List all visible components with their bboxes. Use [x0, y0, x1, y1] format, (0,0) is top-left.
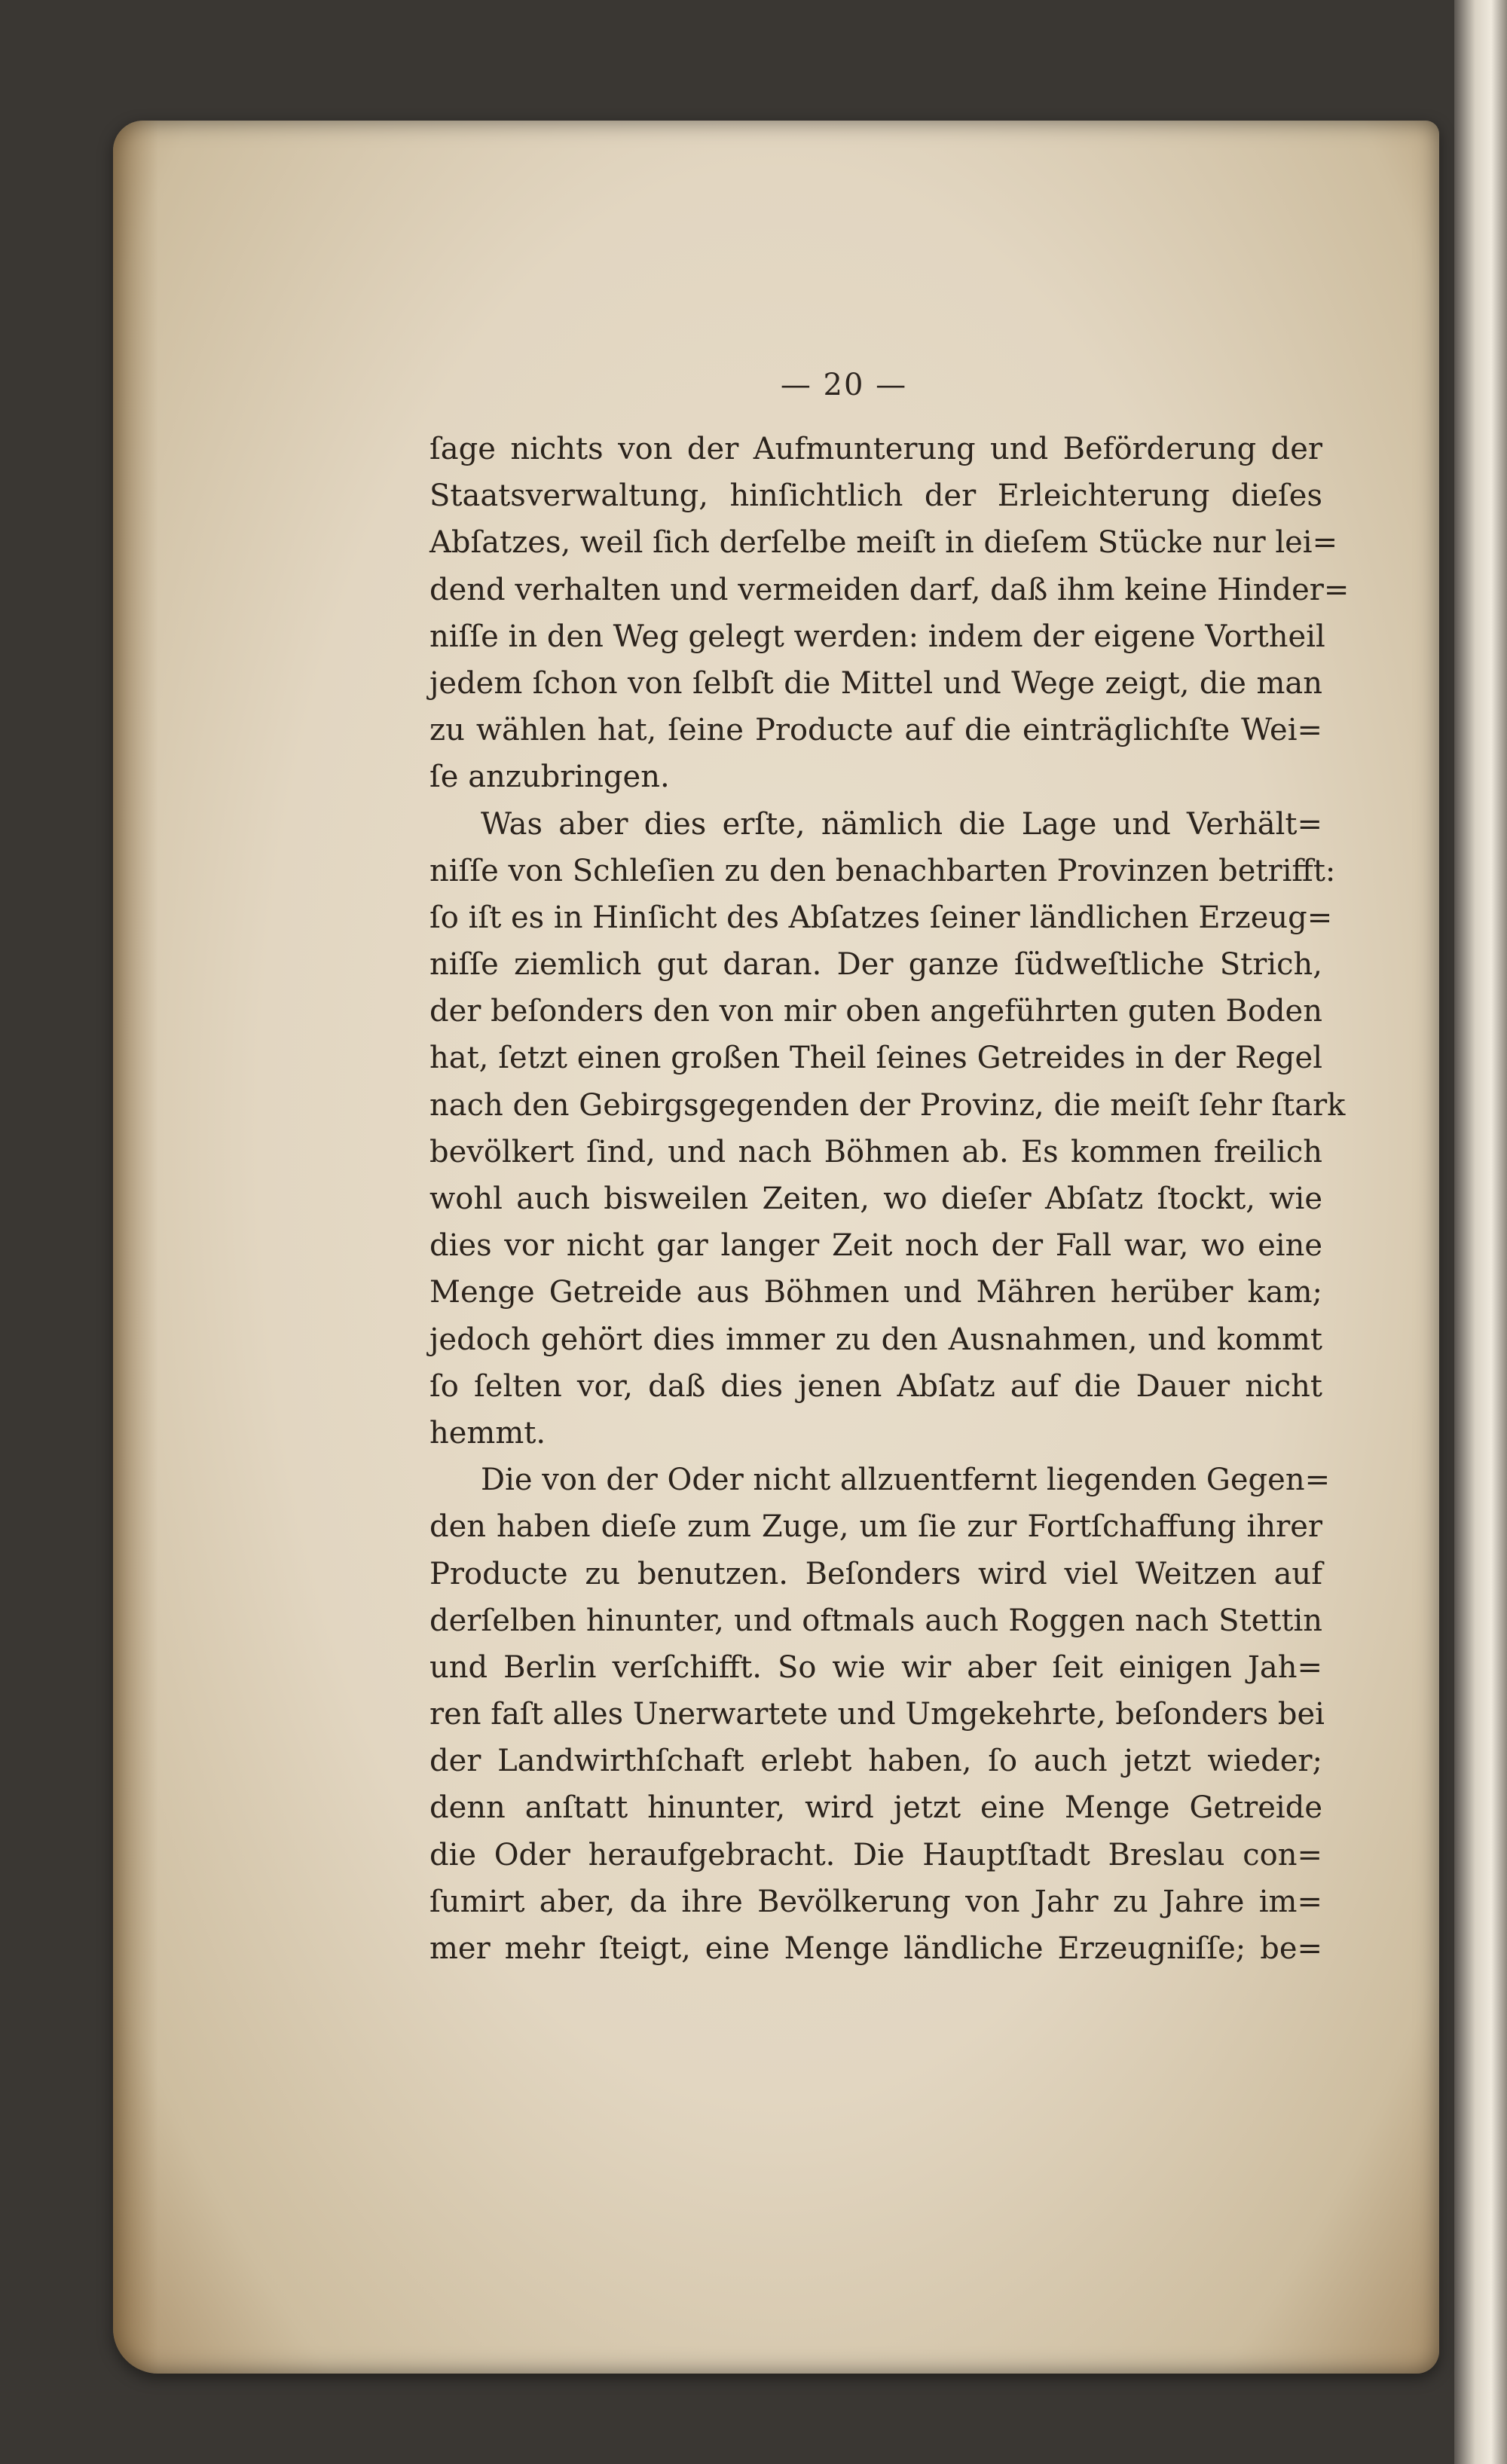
text-line: ſo ſelten vor, daß dies jenen Abſatz auf die Dauer nicht [429, 1368, 1322, 1404]
text-line: Abſatzes, weil ſich derſelbe meiſt in dieſem Stücke nur lei= [429, 525, 1338, 561]
text-line: ſage nichts von der Aufmunterung und Beförderung der [429, 432, 1322, 466]
body-text [429, 426, 1350, 1972]
text-line: Staatsverwaltung, hinſichtlich der Erleichterung dieſes [429, 478, 1322, 514]
text-line: die Oder heraufgebracht. Die Hauptſtadt Breslau con= [429, 1837, 1322, 1872]
text-line: zu wählen hat, ſeine Producte auf die einträglichſte Wei= [429, 713, 1322, 748]
text-line: ſe anzubringen. [429, 760, 670, 795]
text-line: hemmt. [429, 1415, 546, 1451]
text-line: dend verhalten und vermeiden darf, daß ihm keine Hinder= [429, 572, 1350, 607]
text-line: nach den Gebirgsgegenden der Provinz, die meiſt ſehr ſtark [429, 1087, 1346, 1123]
text-line: ſo iſt es in Hinſicht des Abſatzes ſeiner ländlichen Erzeug= [429, 900, 1333, 935]
text-line: jedem ſchon von ſelbſt die Mittel und Wege zeigt, die man [429, 665, 1322, 701]
text-line: denn anſtatt hinunter, wird jetzt eine Menge Getreide [429, 1790, 1322, 1826]
page-number: — 20 — [780, 368, 908, 402]
paragraph-start: Was aber dies erſte, nämlich die Lage und Verhält= [481, 806, 1322, 842]
text-line: der beſonders den von mir oben angeführten guten Boden [429, 994, 1322, 1029]
text-line: mer mehr ſteigt, eine Menge ländliche Erzeugniſſe; be= [429, 1931, 1322, 1966]
text-line: ren faſt alles Unerwartete und Umgekehrte, beſonders bei [429, 1697, 1325, 1732]
text-line: bevölkert ſind, und nach Böhmen ab. Es kommen freilich [429, 1134, 1322, 1169]
text-line: dies vor nicht gar langer Zeit noch der Fall war, wo eine [429, 1228, 1322, 1264]
text-line: niſſe von Schleſien zu den benachbarten Provinzen betrifft: [429, 853, 1336, 888]
text-line: wohl auch bisweilen Zeiten, wo dieſer Abſatz ſtockt, wie [429, 1182, 1322, 1216]
text-line: den haben dieſe zum Zuge, um ſie zur Fortſchaffung ihrer [429, 1509, 1322, 1545]
text-line: jedoch gehört dies immer zu den Ausnahmen, und kommt [429, 1322, 1322, 1357]
paragraph-start: Die von der Oder nicht allzuentfernt liegenden Gegen= [481, 1463, 1331, 1498]
text-line: Menge Getreide aus Böhmen und Mähren herüber kam; [429, 1275, 1322, 1310]
text-line: hat, ſetzt einen großen Theil ſeines Getreides in der Regel [429, 1041, 1322, 1076]
text-line: und Berlin verſchifft. So wie wir aber ſeit einigen Jah= [429, 1649, 1322, 1685]
text-line: niſſe ziemlich gut daran. Der ganze ſüdweſtliche Strich, [429, 947, 1322, 983]
page-stain [113, 121, 158, 2374]
text-line: ſumirt aber, da ihre Bevölkerung von Jahr zu Jahre im= [429, 1884, 1322, 1919]
text-line: derſelben hinunter, und oftmals auch Roggen nach Stettin [429, 1603, 1322, 1638]
text-line: der Landwirthſchaft erlebt haben, ſo auch jetzt wieder; [429, 1744, 1322, 1779]
text-line: Producte zu benutzen. Beſonders wird viel Weitzen auf [429, 1556, 1322, 1591]
text-line: niſſe in den Weg gelegt werden: indem der eigene Vortheil [429, 619, 1325, 654]
book-spine [1454, 0, 1507, 2464]
